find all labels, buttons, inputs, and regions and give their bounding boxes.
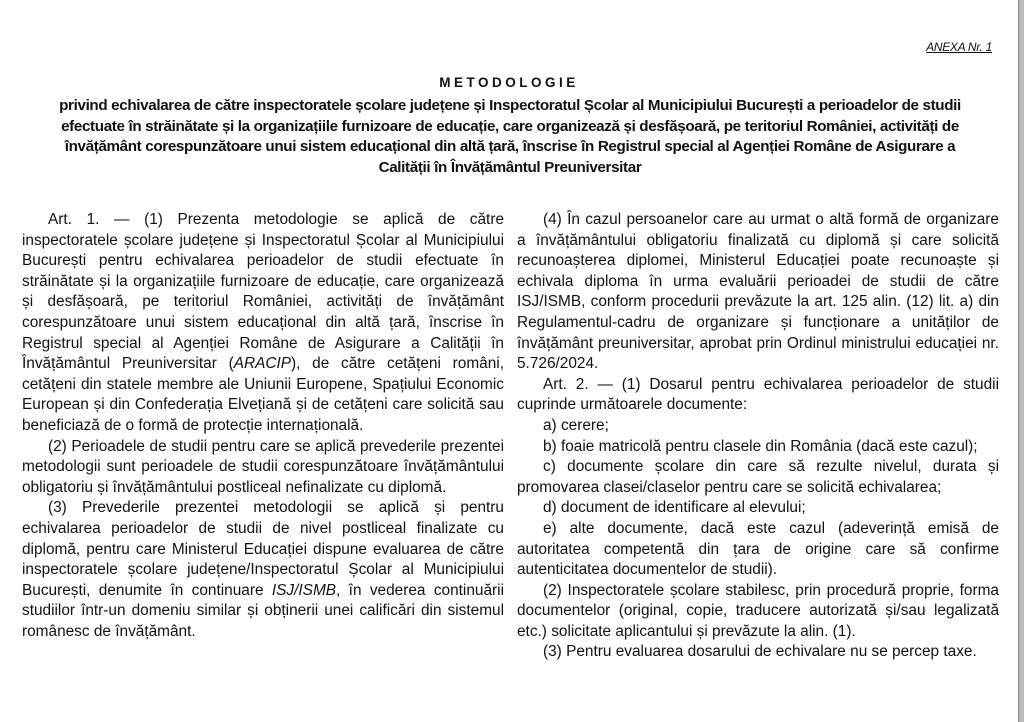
art1-paragraph-3 bbox=[22, 498, 504, 642]
document-title: METODOLOGIE bbox=[439, 75, 579, 90]
acronym-aracip: ARACIP bbox=[233, 355, 292, 373]
page-edge-scrollbar[interactable] bbox=[1018, 0, 1024, 722]
text: Art. 1. — (1) Prezenta metodologie se aplică de către inspectoratele școlare județene și Inspectoratul Școlar al Municipiului București pentru echivalarea perioadelor de studii efectuate în străinătate și la organizațiile furnizoare de educație, care organizează și desfășoară, pe teritoriul României, activități de învățământ corespunzătoare unui sistem educațional din altă țară, înscrise în Registrul special al Agenției Române de Asigurare a Calității în Învățământul Preuniversitar ( bbox=[22, 211, 504, 373]
art2-paragraph-2: (2) Inspectoratele școlare stabilesc, prin procedură proprie, forma documentelor (original, copie, traducere autorizată și/sau legalizată etc.) solicitate aplicantului și prevăzute la alin. (1). bbox=[517, 581, 999, 640]
document-subtitle: privind echivalarea de către inspectoratele școlare județene și Inspectoratul Școlar al Municipiului București a perioadelor de studii efectuate în străinătate și la organizațiile furnizoare de educație, care organizează și desfășoară, pe teritoriul României, activități de învățământ corespunzătoare unui sistem educațional din altă țară, înscrise în Registrul special al Agenției Române de Asigurare a Calității în Învățământul Preuniversitar bbox=[59, 97, 961, 176]
art2-paragraph-3: (3) Pentru evaluarea dosarului de echivalare nu se percep taxe. bbox=[543, 643, 977, 661]
text: (3) Prevederile prezentei metodologii se aplică și pentru echivalarea perioadelor de studii de nivel postliceal finalizate cu diplomă, pentru care Ministerul Educației dispune evaluarea de către inspectoratele școlare județene/Inspectoratul Școlar al Municipiului București, denumite în continuare bbox=[22, 499, 504, 599]
text: ), de către cetățeni români, cetățeni din statele membre ale Uniunii Europene, Spațiului Economic European și din Confederația Elvețiană și de cetățeni care solicită sau beneficiază de o formă de protecție internațională. bbox=[22, 355, 504, 434]
art1-paragraph-2: (2) Perioadele de studii pentru care se aplică prevederile prezentei metodologii sunt perioadele de studii corespunzătoare învățământului obligatoriu și învățământului postliceal nefinalizate cu diplomă. bbox=[22, 437, 504, 496]
right-column bbox=[517, 210, 999, 663]
annex-label: ANEXA Nr. 1 bbox=[926, 40, 992, 54]
art1-paragraph-4: (4) În cazul persoanelor care au urmat o altă formă de organizare a învățământului obligatoriu finalizată cu diplomă și care solicită recunoașterea diplomei, Ministerul Educației poate recunoaște și echivala diploma în urma evaluării perioadei de studii de către ISJ/ISMB, conform procedurii prevăzute la art. 125 alin. (12) lit. a) din Regulamentul-cadru de organizare și funcționare a unităților de învățământ preuniversitar, aprobat prin Ordinul ministrului educației nr. 5.726/2024. bbox=[517, 211, 999, 373]
art2-paragraph-1: Art. 2. — (1) Dosarul pentru echivalarea perioadelor de studii cuprinde următoarele documente: bbox=[517, 375, 999, 414]
list-item: b) foaie matricolă pentru clasele din România (dacă este cazul); bbox=[543, 437, 978, 455]
list-item: c) documente școlare din care să rezulte nivelul, durata și promovarea clasei/claselor pentru care se solicită echivalarea; bbox=[517, 458, 999, 496]
left-column bbox=[22, 210, 504, 642]
list-item: e) alte documente, dacă este cazul (adeverință emisă de autoritatea competentă din țara de origine care să confirme autenticitatea documentelor de studii). bbox=[517, 519, 999, 579]
list-item: a) cerere; bbox=[543, 416, 609, 434]
art1-paragraph-1 bbox=[22, 210, 504, 437]
list-item: d) document de identificare al elevului; bbox=[543, 499, 806, 517]
text: , în vederea continuării studiilor într-un domeniu similar și obținerii unei calificări din sistemul românesc de învățământ. bbox=[22, 581, 504, 640]
acronym-isj-ismb: ISJ/ISMB bbox=[271, 581, 337, 599]
